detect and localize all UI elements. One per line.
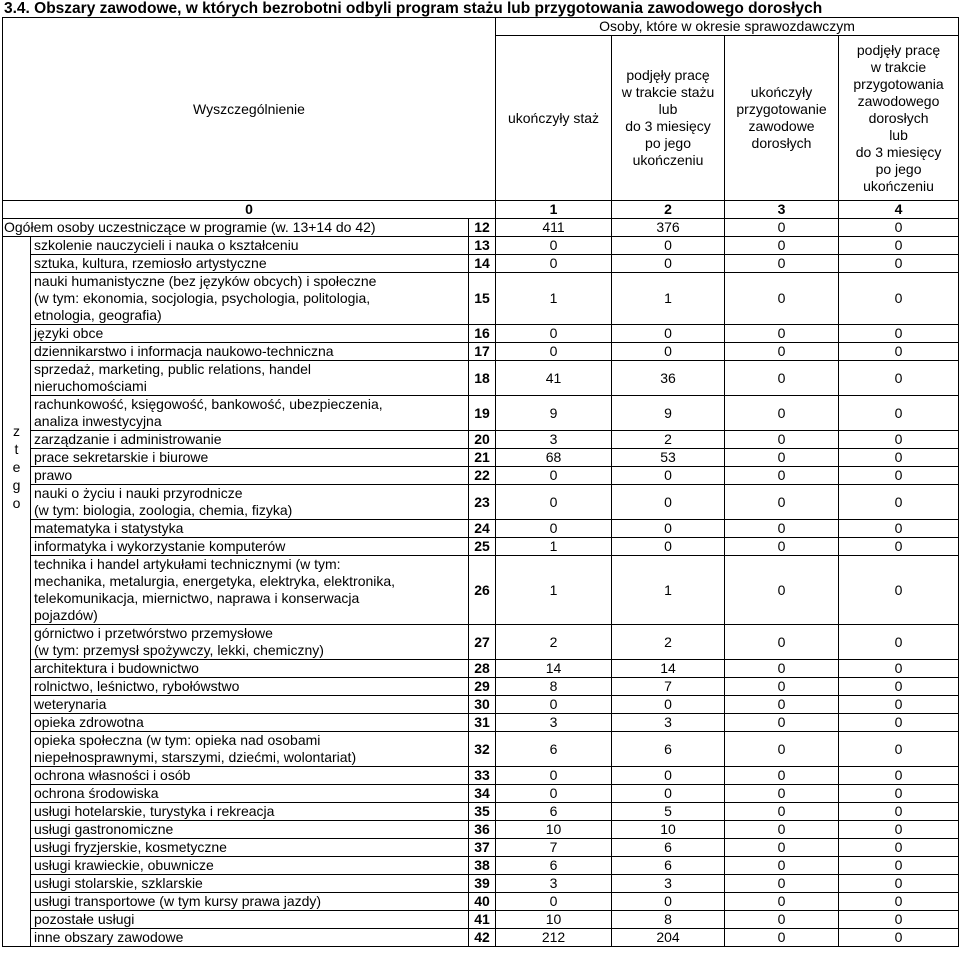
row-label bbox=[31, 538, 469, 556]
header-line: w trakcie bbox=[870, 58, 927, 75]
table-row bbox=[3, 449, 959, 467]
row-label-line: technika i handel artykułami technicznymi (w tym: bbox=[34, 556, 341, 572]
row-value-4: 0 bbox=[839, 678, 959, 696]
index-4: 4 bbox=[839, 201, 959, 219]
total-value-4: 0 bbox=[839, 219, 959, 237]
row-label bbox=[31, 893, 469, 911]
row-number: 22 bbox=[469, 467, 496, 485]
table-row bbox=[3, 660, 959, 678]
row-label bbox=[31, 767, 469, 785]
index-1: 1 bbox=[496, 201, 612, 219]
row-value-4: 0 bbox=[839, 556, 959, 625]
row-number: 18 bbox=[469, 361, 496, 396]
row-value-1: 212 bbox=[496, 929, 612, 947]
row-label bbox=[31, 449, 469, 467]
table-row bbox=[3, 821, 959, 839]
row-number: 26 bbox=[469, 556, 496, 625]
row-label-line: ochrona własności i osób bbox=[34, 767, 191, 783]
row-value-3: 0 bbox=[725, 343, 839, 361]
row-value-4: 0 bbox=[839, 821, 959, 839]
row-label bbox=[31, 520, 469, 538]
row-value-1: 10 bbox=[496, 821, 612, 839]
table-row bbox=[3, 857, 959, 875]
row-value-1: 0 bbox=[496, 467, 612, 485]
table-row bbox=[3, 467, 959, 485]
row-value-2: 0 bbox=[612, 893, 725, 911]
table-row bbox=[3, 361, 959, 396]
header-line: ukończeniu bbox=[632, 152, 704, 168]
row-label bbox=[31, 732, 469, 767]
row-value-3: 0 bbox=[725, 431, 839, 449]
header-line: ukończeniu bbox=[863, 177, 934, 194]
row-value-4: 0 bbox=[839, 361, 959, 396]
row-label bbox=[31, 839, 469, 857]
row-value-2: 204 bbox=[612, 929, 725, 947]
row-value-3: 0 bbox=[725, 785, 839, 803]
row-label-line: inne obszary zawodowe bbox=[34, 929, 184, 945]
row-label bbox=[31, 821, 469, 839]
row-value-4: 0 bbox=[839, 255, 959, 273]
row-label bbox=[31, 485, 469, 520]
table-row bbox=[3, 911, 959, 929]
row-value-1: 0 bbox=[496, 255, 612, 273]
row-number: 16 bbox=[469, 325, 496, 343]
side-label bbox=[3, 237, 31, 947]
row-value-3: 0 bbox=[725, 273, 839, 325]
row-value-1: 3 bbox=[496, 714, 612, 732]
row-value-1: 0 bbox=[496, 325, 612, 343]
row-value-1: 3 bbox=[496, 431, 612, 449]
side-letter: e bbox=[12, 459, 21, 475]
table-row bbox=[3, 767, 959, 785]
row-value-3: 0 bbox=[725, 361, 839, 396]
table-row bbox=[3, 625, 959, 660]
row-value-3: 0 bbox=[725, 520, 839, 538]
row-label-line: rolnictwo, leśnictwo, rybołówstwo bbox=[34, 678, 240, 694]
row-number: 38 bbox=[469, 857, 496, 875]
row-value-4: 0 bbox=[839, 520, 959, 538]
row-value-3: 0 bbox=[725, 714, 839, 732]
row-number: 24 bbox=[469, 520, 496, 538]
row-label-line: górnictwo i przetwórstwo przemysłowe bbox=[34, 625, 273, 641]
row-value-3: 0 bbox=[725, 857, 839, 875]
table-row bbox=[3, 520, 959, 538]
row-label-line: usługi stolarskie, szklarskie bbox=[34, 875, 203, 891]
side-letter: t bbox=[14, 441, 19, 457]
table-row bbox=[3, 893, 959, 911]
row-label-line: matematyka i statystyka bbox=[34, 520, 184, 536]
row-value-4: 0 bbox=[839, 625, 959, 660]
total-value-3: 0 bbox=[725, 219, 839, 237]
row-number: 42 bbox=[469, 929, 496, 947]
row-label-line: opieka społeczna (w tym: opieka nad osobami bbox=[34, 732, 321, 748]
row-label-line: nieruchomościami bbox=[34, 378, 147, 394]
header-line: lub bbox=[658, 101, 678, 117]
row-label bbox=[31, 396, 469, 431]
row-label-line: dziennikarstwo i informacja naukowo-techniczna bbox=[34, 343, 334, 359]
row-value-3: 0 bbox=[725, 396, 839, 431]
row-number: 25 bbox=[469, 538, 496, 556]
table-row bbox=[3, 714, 959, 732]
row-label-line: mechanika, metalurgia, energetyka, elektryka, elektronika, bbox=[34, 573, 396, 589]
row-label bbox=[31, 857, 469, 875]
row-value-2: 6 bbox=[612, 732, 725, 767]
table-row bbox=[3, 485, 959, 520]
row-value-4: 0 bbox=[839, 714, 959, 732]
table-row bbox=[3, 875, 959, 893]
row-value-1: 68 bbox=[496, 449, 612, 467]
row-value-1: 6 bbox=[496, 803, 612, 821]
row-value-1: 6 bbox=[496, 732, 612, 767]
row-label bbox=[31, 678, 469, 696]
row-value-1: 6 bbox=[496, 857, 612, 875]
row-value-1: 9 bbox=[496, 396, 612, 431]
row-value-3: 0 bbox=[725, 237, 839, 255]
side-letter: o bbox=[12, 495, 21, 511]
row-label-line: prawo bbox=[34, 467, 73, 483]
row-label-line: telekomunikacja, miernictwo, naprawa i konserwacja bbox=[34, 590, 360, 606]
row-number: 37 bbox=[469, 839, 496, 857]
row-label-line: usługi hotelarskie, turystyka i rekreacja bbox=[34, 803, 275, 819]
table-row bbox=[3, 929, 959, 947]
row-label bbox=[31, 273, 469, 325]
row-label bbox=[31, 343, 469, 361]
row-label bbox=[31, 929, 469, 947]
row-value-3: 0 bbox=[725, 625, 839, 660]
row-value-4: 0 bbox=[839, 875, 959, 893]
index-2: 2 bbox=[612, 201, 725, 219]
row-label-line: nauki o życiu i nauki przyrodnicze bbox=[34, 485, 243, 501]
row-number: 40 bbox=[469, 893, 496, 911]
header-line: podjęły pracę bbox=[626, 67, 710, 83]
row-number: 15 bbox=[469, 273, 496, 325]
row-label bbox=[31, 875, 469, 893]
row-label-line: architektura i budownictwo bbox=[34, 660, 199, 676]
row-value-2: 1 bbox=[612, 556, 725, 625]
row-label bbox=[31, 660, 469, 678]
row-number: 13 bbox=[469, 237, 496, 255]
row-value-4: 0 bbox=[839, 396, 959, 431]
row-number: 31 bbox=[469, 714, 496, 732]
row-value-1: 0 bbox=[496, 696, 612, 714]
total-value-1: 411 bbox=[496, 219, 612, 237]
table-row bbox=[3, 732, 959, 767]
row-value-2: 0 bbox=[612, 696, 725, 714]
row-value-1: 0 bbox=[496, 893, 612, 911]
table-row bbox=[3, 678, 959, 696]
row-label-line: pozostałe usługi bbox=[34, 911, 135, 927]
row-label-line: (w tym: biologia, zoologia, chemia, fizyka) bbox=[34, 502, 293, 518]
row-value-2: 2 bbox=[612, 625, 725, 660]
row-label bbox=[31, 361, 469, 396]
row-value-3: 0 bbox=[725, 875, 839, 893]
row-value-1: 0 bbox=[496, 343, 612, 361]
row-value-3: 0 bbox=[725, 929, 839, 947]
index-3: 3 bbox=[725, 201, 839, 219]
row-number: 28 bbox=[469, 660, 496, 678]
page-title: 3.4. Obszary zawodowe, w których bezrobotni odbyli program stażu lub przygotowania zawodowego dorosłych bbox=[4, 0, 823, 17]
row-value-4: 0 bbox=[839, 449, 959, 467]
table-row bbox=[3, 343, 959, 361]
row-value-2: 0 bbox=[612, 485, 725, 520]
row-value-4: 0 bbox=[839, 431, 959, 449]
row-number: 23 bbox=[469, 485, 496, 520]
header-line: ukończyły bbox=[750, 84, 813, 100]
row-label bbox=[31, 431, 469, 449]
data-table bbox=[2, 17, 959, 947]
header-line: dorosłych bbox=[751, 135, 812, 151]
row-value-2: 36 bbox=[612, 361, 725, 396]
table-row bbox=[3, 538, 959, 556]
header-line: dorosłych bbox=[868, 109, 929, 126]
header-line: lub bbox=[889, 126, 908, 143]
row-value-3: 0 bbox=[725, 803, 839, 821]
total-row-number: 12 bbox=[469, 219, 496, 237]
row-number: 20 bbox=[469, 431, 496, 449]
row-value-1: 2 bbox=[496, 625, 612, 660]
row-label-line: zarządzanie i administrowanie bbox=[34, 431, 222, 447]
row-value-1: 0 bbox=[496, 237, 612, 255]
row-value-3: 0 bbox=[725, 911, 839, 929]
row-value-1: 3 bbox=[496, 875, 612, 893]
row-value-4: 0 bbox=[839, 732, 959, 767]
row-number: 27 bbox=[469, 625, 496, 660]
row-value-2: 5 bbox=[612, 803, 725, 821]
table-row bbox=[3, 803, 959, 821]
row-value-2: 6 bbox=[612, 839, 725, 857]
table-row bbox=[3, 255, 959, 273]
row-value-1: 0 bbox=[496, 485, 612, 520]
row-label-line: analiza inwestycyjna bbox=[34, 413, 162, 429]
row-value-4: 0 bbox=[839, 273, 959, 325]
row-value-2: 7 bbox=[612, 678, 725, 696]
row-value-3: 0 bbox=[725, 467, 839, 485]
header-line: w trakcie stażu bbox=[621, 84, 715, 100]
table-row bbox=[3, 325, 959, 343]
row-value-3: 0 bbox=[725, 821, 839, 839]
header-col-1: ukończyły staż bbox=[496, 36, 612, 201]
row-value-1: 0 bbox=[496, 520, 612, 538]
row-value-4: 0 bbox=[839, 237, 959, 255]
row-number: 34 bbox=[469, 785, 496, 803]
row-value-2: 0 bbox=[612, 343, 725, 361]
row-label-line: sztuka, kultura, rzemiosło artystyczne bbox=[34, 255, 267, 271]
row-label-line: (w tym: przemysł spożywczy, lekki, chemiczny) bbox=[34, 642, 324, 658]
header-line: do 3 miesięcy bbox=[625, 118, 711, 134]
row-value-2: 0 bbox=[612, 520, 725, 538]
row-value-3: 0 bbox=[725, 556, 839, 625]
row-value-1: 41 bbox=[496, 361, 612, 396]
header-line: do 3 miesięcy bbox=[855, 143, 942, 160]
row-value-4: 0 bbox=[839, 911, 959, 929]
row-value-1: 10 bbox=[496, 911, 612, 929]
header-line: podjęły pracę bbox=[856, 41, 941, 58]
index-0: 0 bbox=[3, 201, 496, 219]
row-number: 30 bbox=[469, 696, 496, 714]
row-value-4: 0 bbox=[839, 485, 959, 520]
row-value-1: 7 bbox=[496, 839, 612, 857]
row-label-line: weterynaria bbox=[34, 696, 107, 712]
header-line: po jego bbox=[645, 135, 691, 151]
row-value-3: 0 bbox=[725, 696, 839, 714]
table-row bbox=[3, 839, 959, 857]
row-label-line: opieka zdrowotna bbox=[34, 714, 144, 730]
row-value-2: 14 bbox=[612, 660, 725, 678]
row-value-3: 0 bbox=[725, 767, 839, 785]
row-value-2: 1 bbox=[612, 273, 725, 325]
row-label-line: (w tym: ekonomia, socjologia, psychologia, politologia, bbox=[34, 290, 371, 306]
row-value-4: 0 bbox=[839, 343, 959, 361]
row-value-1: 1 bbox=[496, 273, 612, 325]
table-row bbox=[3, 237, 959, 255]
row-label bbox=[31, 714, 469, 732]
row-label-line: pojazdów) bbox=[34, 607, 98, 623]
row-value-2: 0 bbox=[612, 767, 725, 785]
row-label bbox=[31, 785, 469, 803]
row-number: 14 bbox=[469, 255, 496, 273]
row-value-2: 9 bbox=[612, 396, 725, 431]
row-label-line: rachunkowość, księgowość, bankowość, ubezpieczenia, bbox=[34, 396, 383, 412]
row-value-2: 0 bbox=[612, 538, 725, 556]
row-value-2: 3 bbox=[612, 714, 725, 732]
header-group: Osoby, które w okresie sprawozdawczym bbox=[496, 18, 959, 36]
row-number: 33 bbox=[469, 767, 496, 785]
row-label-line: usługi fryzjerskie, kosmetyczne bbox=[34, 839, 227, 855]
row-value-4: 0 bbox=[839, 767, 959, 785]
row-value-1: 8 bbox=[496, 678, 612, 696]
table-row bbox=[3, 696, 959, 714]
row-value-3: 0 bbox=[725, 538, 839, 556]
row-value-4: 0 bbox=[839, 803, 959, 821]
row-number: 19 bbox=[469, 396, 496, 431]
row-value-1: 0 bbox=[496, 785, 612, 803]
total-value-2: 376 bbox=[612, 219, 725, 237]
row-value-2: 0 bbox=[612, 237, 725, 255]
row-label-line: usługi gastronomiczne bbox=[34, 821, 174, 837]
row-value-2: 0 bbox=[612, 255, 725, 273]
header-col-4 bbox=[839, 36, 959, 201]
row-number: 21 bbox=[469, 449, 496, 467]
row-value-3: 0 bbox=[725, 255, 839, 273]
row-label bbox=[31, 696, 469, 714]
row-value-2: 8 bbox=[612, 911, 725, 929]
row-value-1: 1 bbox=[496, 556, 612, 625]
row-value-3: 0 bbox=[725, 325, 839, 343]
row-value-2: 53 bbox=[612, 449, 725, 467]
header-line: zawodowego bbox=[857, 92, 940, 109]
row-value-3: 0 bbox=[725, 449, 839, 467]
row-value-4: 0 bbox=[839, 893, 959, 911]
row-value-3: 0 bbox=[725, 485, 839, 520]
row-value-2: 0 bbox=[612, 325, 725, 343]
row-value-1: 1 bbox=[496, 538, 612, 556]
row-label-line: etnologia, geografia) bbox=[34, 307, 162, 323]
row-number: 36 bbox=[469, 821, 496, 839]
table-row bbox=[3, 556, 959, 625]
row-value-2: 2 bbox=[612, 431, 725, 449]
row-number: 41 bbox=[469, 911, 496, 929]
row-value-2: 10 bbox=[612, 821, 725, 839]
row-label-line: języki obce bbox=[34, 325, 104, 341]
row-value-3: 0 bbox=[725, 678, 839, 696]
row-value-4: 0 bbox=[839, 929, 959, 947]
row-value-4: 0 bbox=[839, 857, 959, 875]
row-label bbox=[31, 237, 469, 255]
row-value-2: 6 bbox=[612, 857, 725, 875]
total-row bbox=[3, 219, 959, 237]
row-value-4: 0 bbox=[839, 538, 959, 556]
header-line: zawodowe bbox=[748, 118, 815, 134]
row-label-line: ochrona środowiska bbox=[34, 785, 159, 801]
total-label: Ogółem osoby uczestniczące w programie (w. 13+14 do 42) bbox=[3, 219, 469, 237]
row-label-line: nauki humanistyczne (bez języków obcych) i społeczne bbox=[34, 273, 377, 289]
row-number: 32 bbox=[469, 732, 496, 767]
row-value-2: 3 bbox=[612, 875, 725, 893]
row-label bbox=[31, 625, 469, 660]
row-number: 39 bbox=[469, 875, 496, 893]
row-label bbox=[31, 255, 469, 273]
row-number: 29 bbox=[469, 678, 496, 696]
row-value-4: 0 bbox=[839, 785, 959, 803]
row-value-4: 0 bbox=[839, 660, 959, 678]
row-value-3: 0 bbox=[725, 732, 839, 767]
row-number: 35 bbox=[469, 803, 496, 821]
header-first-col: Wyszczególnienie bbox=[3, 18, 496, 201]
row-label bbox=[31, 467, 469, 485]
row-label bbox=[31, 556, 469, 625]
side-letter: g bbox=[12, 477, 21, 493]
table-row bbox=[3, 431, 959, 449]
side-letter: z bbox=[13, 423, 20, 439]
row-label-line: informatyka i wykorzystanie komputerów bbox=[34, 538, 286, 554]
row-value-2: 0 bbox=[612, 467, 725, 485]
row-value-2: 0 bbox=[612, 785, 725, 803]
row-value-3: 0 bbox=[725, 660, 839, 678]
row-label-line: sprzedaż, marketing, public relations, handel bbox=[34, 361, 312, 377]
table-row bbox=[3, 396, 959, 431]
row-label bbox=[31, 911, 469, 929]
row-number: 17 bbox=[469, 343, 496, 361]
row-label-line: usługi transportowe (w tym kursy prawa jazdy) bbox=[34, 893, 322, 909]
table-row bbox=[3, 273, 959, 325]
table-row bbox=[3, 785, 959, 803]
header-line: przygotowania bbox=[853, 75, 944, 92]
row-label-line: usługi krawieckie, obuwnicze bbox=[34, 857, 214, 873]
row-value-4: 0 bbox=[839, 839, 959, 857]
header-line: po jego bbox=[875, 160, 922, 177]
row-value-3: 0 bbox=[725, 839, 839, 857]
header-col-3 bbox=[725, 36, 839, 201]
row-label-line: prace sekretarskie i biurowe bbox=[34, 449, 209, 465]
row-label bbox=[31, 803, 469, 821]
row-value-1: 14 bbox=[496, 660, 612, 678]
row-value-4: 0 bbox=[839, 696, 959, 714]
row-value-4: 0 bbox=[839, 325, 959, 343]
row-value-1: 0 bbox=[496, 767, 612, 785]
row-label bbox=[31, 325, 469, 343]
row-label-line: niepełnosprawnymi, starszymi, dziećmi, wolontariat) bbox=[34, 749, 357, 765]
row-value-4: 0 bbox=[839, 467, 959, 485]
header-col-2 bbox=[612, 36, 725, 201]
row-label-line: szkolenie nauczycieli i nauka o kształceniu bbox=[34, 237, 299, 253]
header-line: przygotowanie bbox=[736, 101, 827, 117]
row-value-3: 0 bbox=[725, 893, 839, 911]
